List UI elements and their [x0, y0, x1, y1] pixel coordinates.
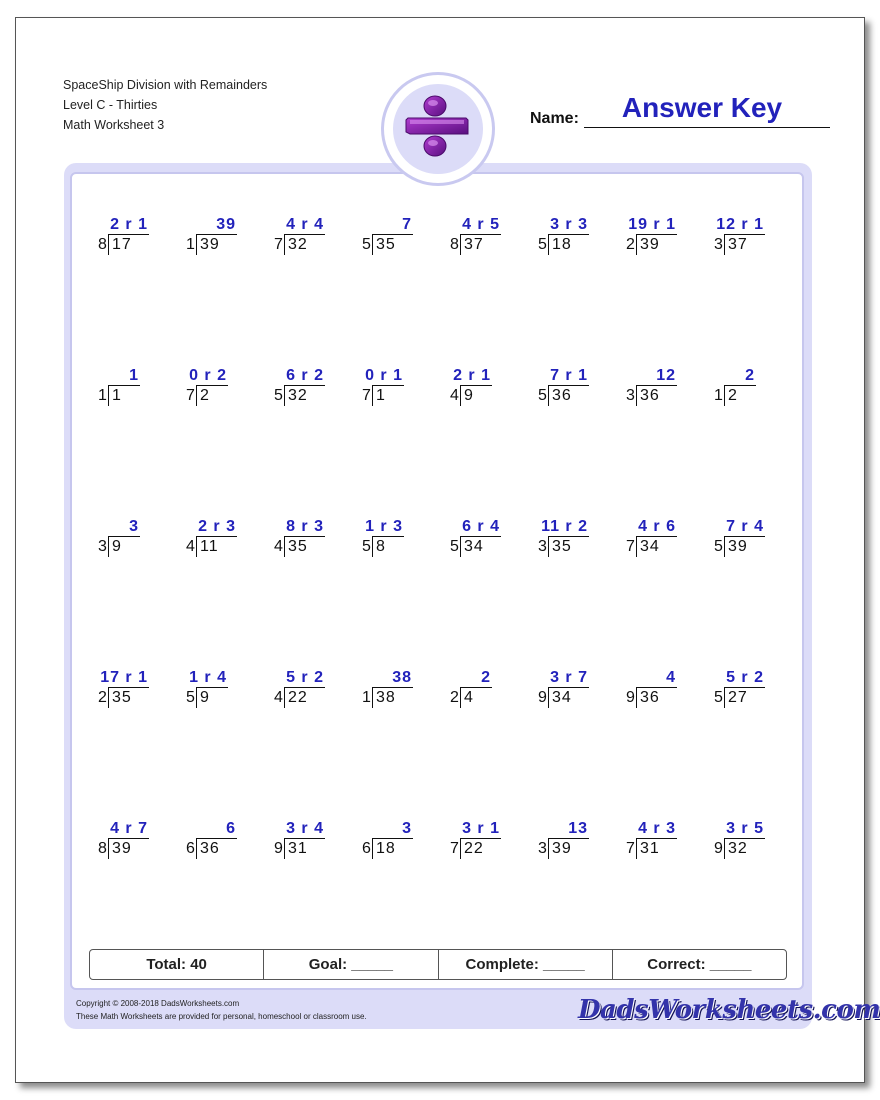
divisor: 9 — [538, 689, 547, 706]
dividend: 1 — [376, 387, 386, 404]
quotient-answer: 2 — [481, 669, 491, 686]
quotient-answer: 0 r 1 — [365, 367, 403, 384]
quotient-answer: 1 r 3 — [365, 518, 403, 535]
divisor: 3 — [626, 387, 635, 404]
division-problem — [538, 669, 618, 729]
quotient-answer: 4 r 5 — [462, 216, 500, 233]
dividend: 35 — [112, 689, 132, 706]
dividend: 1 — [112, 387, 122, 404]
division-problem — [450, 820, 530, 880]
divisor: 2 — [626, 236, 635, 253]
division-problem — [626, 367, 706, 427]
quotient-answer: 3 r 4 — [286, 820, 324, 837]
division-problem — [538, 367, 618, 427]
divisor: 2 — [98, 689, 107, 706]
name-line — [584, 127, 830, 128]
quotient-answer: 6 r 4 — [462, 518, 500, 535]
dividend: 35 — [376, 236, 396, 253]
quotient-answer: 3 r 5 — [726, 820, 764, 837]
division-problem — [362, 216, 442, 276]
division-problem — [362, 518, 442, 578]
dividend: 36 — [640, 689, 660, 706]
divisor: 4 — [186, 538, 195, 555]
dividend: 2 — [200, 387, 210, 404]
division-problem — [626, 518, 706, 578]
divisor: 5 — [450, 538, 459, 555]
divisor: 5 — [274, 387, 283, 404]
name-label: Name: — [530, 110, 579, 127]
dividend: 34 — [464, 538, 484, 555]
quotient-answer: 8 r 3 — [286, 518, 324, 535]
dividend: 36 — [200, 840, 220, 857]
dividend: 11 — [200, 538, 219, 555]
divisor: 5 — [362, 236, 371, 253]
division-problem — [538, 518, 618, 578]
divisor: 7 — [186, 387, 195, 404]
divisor: 5 — [714, 538, 723, 555]
division-problem — [186, 820, 266, 880]
divisor: 9 — [626, 689, 635, 706]
dividend: 36 — [640, 387, 660, 404]
usage-notice: These Math Worksheets are provided for personal, homeschool or classroom use. — [76, 1012, 367, 1021]
divisor: 5 — [538, 236, 547, 253]
brand-logo: DadsWorksheets.com — [578, 995, 880, 1025]
division-problem — [274, 820, 354, 880]
divisor: 7 — [626, 840, 635, 857]
quotient-answer: 4 r 6 — [638, 518, 676, 535]
dividend: 34 — [640, 538, 660, 555]
quotient-answer: 38 — [392, 669, 412, 686]
score-correct: Correct: _____ — [647, 956, 752, 973]
division-problem — [714, 820, 794, 880]
division-problem — [98, 518, 178, 578]
dividend: 22 — [464, 840, 484, 857]
divisor: 9 — [714, 840, 723, 857]
divisor: 8 — [98, 840, 107, 857]
division-problem — [186, 669, 266, 729]
division-problem — [450, 216, 530, 276]
division-symbol-icon — [402, 90, 474, 166]
divisor: 2 — [450, 689, 459, 706]
divisor: 5 — [538, 387, 547, 404]
dividend: 39 — [200, 236, 220, 253]
divisor: 5 — [362, 538, 371, 555]
quotient-answer: 2 r 1 — [110, 216, 148, 233]
quotient-answer: 13 — [568, 820, 588, 837]
dividend: 9 — [464, 387, 474, 404]
division-problem — [450, 367, 530, 427]
quotient-answer: 1 — [129, 367, 139, 384]
division-problem — [714, 216, 794, 276]
division-problem — [450, 669, 530, 729]
division-problem — [274, 669, 354, 729]
dividend: 32 — [288, 387, 308, 404]
division-problem — [186, 518, 266, 578]
dividend: 39 — [552, 840, 572, 857]
dividend: 32 — [728, 840, 748, 857]
worksheet-level: Level C - Thirties — [63, 98, 158, 112]
quotient-answer: 3 — [129, 518, 139, 535]
division-problem — [274, 216, 354, 276]
quotient-answer: 6 r 2 — [286, 367, 324, 384]
division-problem — [450, 518, 530, 578]
quotient-answer: 3 r 3 — [550, 216, 588, 233]
quotient-answer: 19 r 1 — [628, 216, 676, 233]
quotient-answer: 3 — [402, 820, 412, 837]
divisor: 1 — [98, 387, 107, 404]
dividend: 37 — [728, 236, 748, 253]
division-problem — [626, 669, 706, 729]
division-problem — [274, 518, 354, 578]
quotient-answer: 2 r 1 — [453, 367, 491, 384]
quotient-answer: 11 r 2 — [541, 518, 588, 535]
worksheet-title: SpaceShip Division with Remainders — [63, 78, 268, 92]
division-problem — [186, 367, 266, 427]
divisor: 3 — [714, 236, 723, 253]
division-problem — [98, 216, 178, 276]
quotient-answer: 5 r 2 — [726, 669, 764, 686]
division-problem — [538, 216, 618, 276]
divisor: 5 — [714, 689, 723, 706]
division-problem — [714, 367, 794, 427]
quotient-answer: 4 r 4 — [286, 216, 324, 233]
division-problem — [626, 216, 706, 276]
dividend: 36 — [552, 387, 572, 404]
divisor: 9 — [274, 840, 283, 857]
divisor: 7 — [626, 538, 635, 555]
score-goal: Goal: _____ — [264, 950, 438, 979]
answer-key-label: Answer Key — [621, 92, 783, 123]
divisor: 1 — [714, 387, 723, 404]
score-table — [89, 949, 787, 980]
divisor: 4 — [450, 387, 459, 404]
dividend: 35 — [288, 538, 308, 555]
quotient-answer: 12 r 1 — [716, 216, 764, 233]
division-problem — [98, 367, 178, 427]
division-problem — [362, 820, 442, 880]
divisor: 4 — [274, 538, 283, 555]
divisor: 3 — [98, 538, 107, 555]
quotient-answer: 0 r 2 — [189, 367, 227, 384]
score-complete: Complete: _____ — [439, 950, 613, 979]
quotient-answer: 17 r 1 — [100, 669, 148, 686]
division-problem — [98, 820, 178, 880]
dividend: 27 — [728, 689, 748, 706]
quotient-answer: 2 — [745, 367, 755, 384]
quotient-answer: 5 r 2 — [286, 669, 324, 686]
divisor: 1 — [186, 236, 195, 253]
divisor: 7 — [362, 387, 371, 404]
quotient-answer: 3 r 7 — [550, 669, 588, 686]
dividend: 37 — [464, 236, 484, 253]
dividend: 18 — [552, 236, 572, 253]
dividend: 32 — [288, 236, 308, 253]
quotient-answer: 1 r 4 — [189, 669, 227, 686]
quotient-answer: 3 r 1 — [462, 820, 500, 837]
dividend: 9 — [200, 689, 210, 706]
division-problem — [186, 216, 266, 276]
quotient-answer: 7 r 4 — [726, 518, 764, 535]
divisor: 6 — [186, 840, 195, 857]
divisor: 8 — [98, 236, 107, 253]
dividend: 9 — [112, 538, 122, 555]
division-problem — [714, 669, 794, 729]
quotient-answer: 39 — [216, 216, 236, 233]
dividend: 38 — [376, 689, 396, 706]
dividend: 35 — [552, 538, 572, 555]
divisor: 7 — [450, 840, 459, 857]
division-problem — [362, 669, 442, 729]
division-problem — [362, 367, 442, 427]
dividend: 18 — [376, 840, 396, 857]
dividend: 22 — [288, 689, 308, 706]
dividend: 17 — [112, 236, 132, 253]
dividend: 39 — [728, 538, 748, 555]
quotient-answer: 4 — [666, 669, 676, 686]
quotient-answer: 7 — [402, 216, 412, 233]
divisor: 6 — [362, 840, 371, 857]
divisor: 3 — [538, 840, 547, 857]
dividend: 4 — [464, 689, 474, 706]
division-problem — [626, 820, 706, 880]
quotient-answer: 7 r 1 — [550, 367, 588, 384]
dividend: 8 — [376, 538, 386, 555]
quotient-answer: 6 — [226, 820, 236, 837]
quotient-answer: 2 r 3 — [198, 518, 236, 535]
quotient-answer: 12 — [656, 367, 676, 384]
divisor: 4 — [274, 689, 283, 706]
divisor: 1 — [362, 689, 371, 706]
divisor: 8 — [450, 236, 459, 253]
worksheet-number: Math Worksheet 3 — [63, 118, 165, 132]
divisor: 3 — [538, 538, 547, 555]
dividend: 34 — [552, 689, 572, 706]
dividend: 31 — [288, 840, 308, 857]
division-problem — [274, 367, 354, 427]
dividend: 31 — [640, 840, 660, 857]
dividend: 2 — [728, 387, 738, 404]
copyright-text: Copyright © 2008-2018 DadsWorksheets.com — [76, 999, 240, 1008]
division-problem — [538, 820, 618, 880]
quotient-answer: 4 r 7 — [110, 820, 148, 837]
division-problem — [714, 518, 794, 578]
quotient-answer: 4 r 3 — [638, 820, 676, 837]
divisor: 5 — [186, 689, 195, 706]
divisor: 7 — [274, 236, 283, 253]
dividend: 39 — [640, 236, 660, 253]
score-total: Total: 40 — [90, 950, 264, 979]
division-problem — [98, 669, 178, 729]
dividend: 39 — [112, 840, 132, 857]
